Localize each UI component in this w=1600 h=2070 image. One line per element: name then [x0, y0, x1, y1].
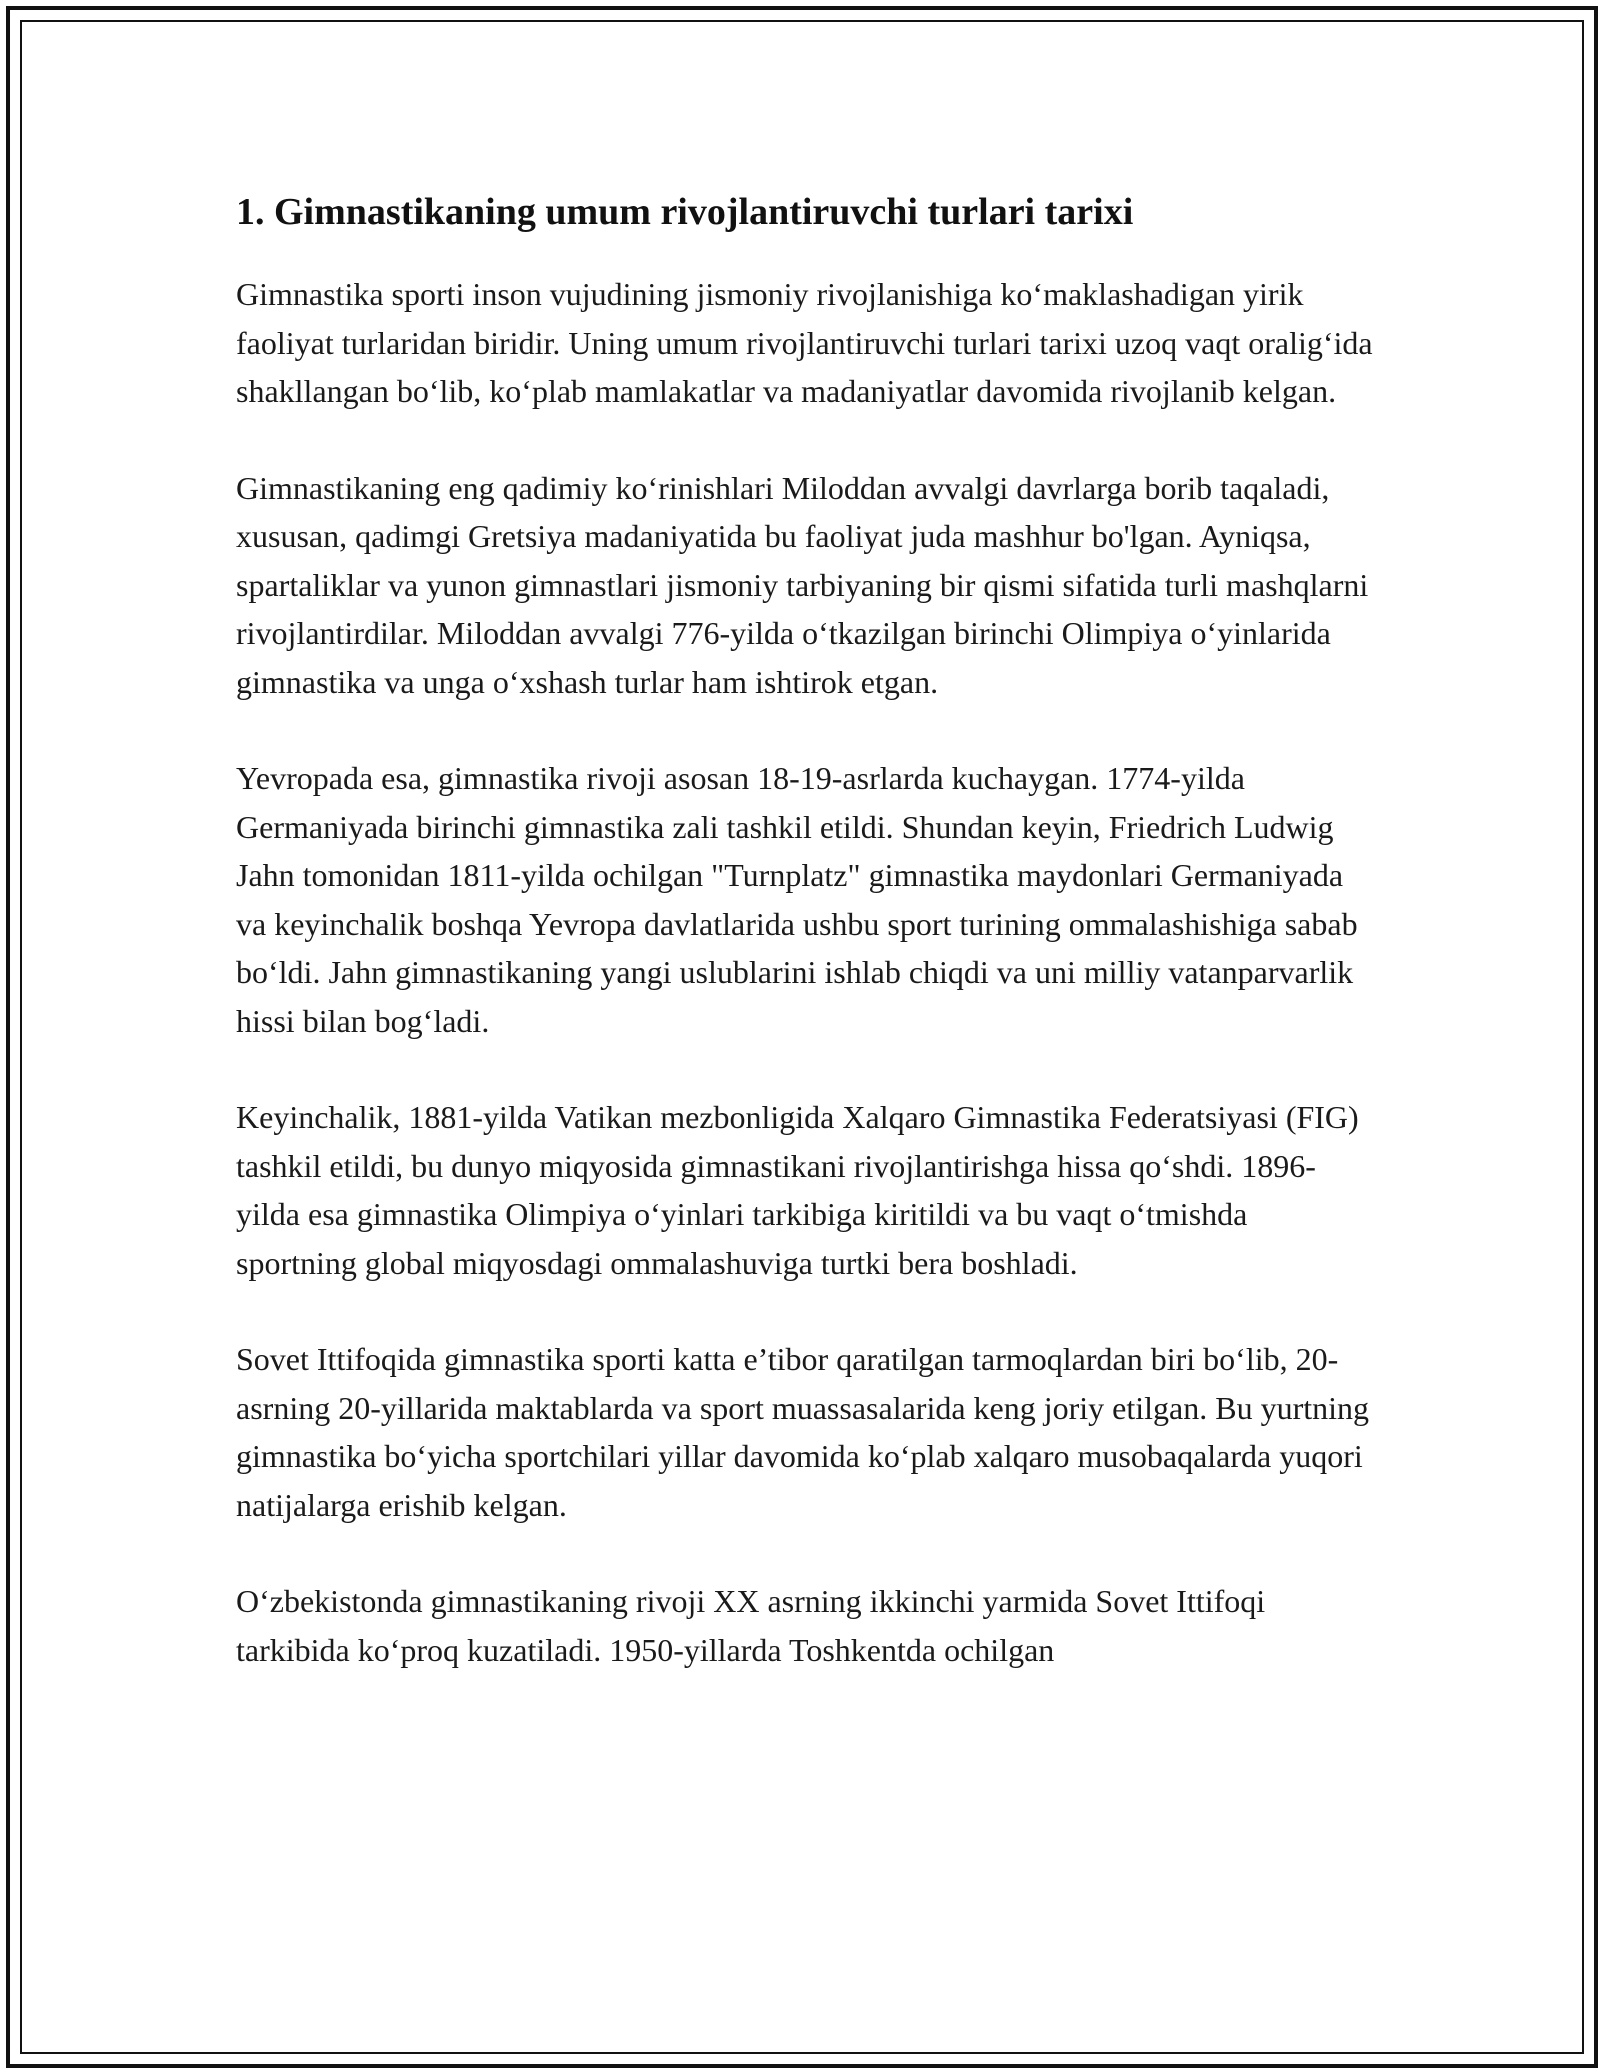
paragraph-europe: Yevropada esa, gimnastika rivoji asosan 18-19-asrlarda kuchaygan. 1774-yilda Germaniyada birinchi gimnastika zali tashkil etildi. Shundan keyin, Friedrich Ludwig Jahn tomonidan 1811-yilda ochilgan "Turnplatz" gimnastika maydonlari Germaniyada va keyinchalik boshqa Yevropa davlatlarida ushbu sport turining ommalashishiga sabab bo‘ldi. Jahn gimnastikaning yangi uslublarini ishlab chiqdi va uni milliy vatanparvarlik hissi bilan bog‘ladi.	[236, 760, 1358, 1039]
paragraph-uzbekistan: O‘zbekistonda gimnastikaning rivoji XX asrning ikkinchi yarmida Sovet Ittifoqi tarkibida ko‘proq kuzatiladi. 1950-yillarda Toshkentda ochilgan	[236, 1583, 1266, 1668]
paragraph-soviet-union: Sovet Ittifoqida gimnastika sporti katta e’tibor qaratilgan tarmoqlardan biri bo‘lib, 20-asrning 20-yillarida maktablarda va sport muassasalarida keng joriy etilgan. Bu yurtning gimnastika bo‘yicha sportchilari yillar davomida ko‘plab xalqaro musobaqalarda yuqori natijalarga erishib kelgan.	[236, 1341, 1370, 1523]
section-heading: 1. Gimnastikaning umum rivojlantiruvchi turlari tarixi	[236, 191, 1134, 233]
paragraph-fig: Keyinchalik, 1881-yilda Vatikan mezbonligida Xalqaro Gimnastika Federatsiyasi (FIG) tashkil etildi, bu dunyo miqyosida gimnastikani rivojlantirishga hissa qo‘shdi. 1896-yilda esa gimnastika Olimpiya o‘yinlari tarkibiga kiritildi va bu vaqt o‘tmishda sportning global miqyosdagi ommalashuviga turtki bera boshladi.	[236, 1099, 1359, 1281]
paragraph-ancient-greece: Gimnastikaning eng qadimiy ko‘rinishlari Miloddan avvalgi davrlarga borib taqaladi, xususan, qadimgi Gretsiya madaniyatida bu faoliyat juda mashhur bo'lgan. Ayniqsa, spartaliklar va yunon gimnastlari jismoniy tarbiyaning bir qismi sifatida turli mashqlarni rivojlantirdilar. Miloddan avvalgi 776-yilda o‘tkazilgan birinchi Olimpiya o‘yinlarida gimnastika va unga o‘xshash turlar ham ishtirok etgan.	[236, 469, 1369, 700]
document-body	[236, 186, 1376, 1722]
paragraph-intro: Gimnastika sporti inson vujudining jismoniy rivojlanishiga ko‘maklashadigan yirik faoliyat turlaridan biridir. Uning umum rivojlantiruvchi turlari tarixi uzoq vaqt oralig‘ida shakllangan bo‘lib, ko‘plab mamlakatlar va madaniyatlar davomida rivojlanib kelgan.	[236, 276, 1373, 409]
